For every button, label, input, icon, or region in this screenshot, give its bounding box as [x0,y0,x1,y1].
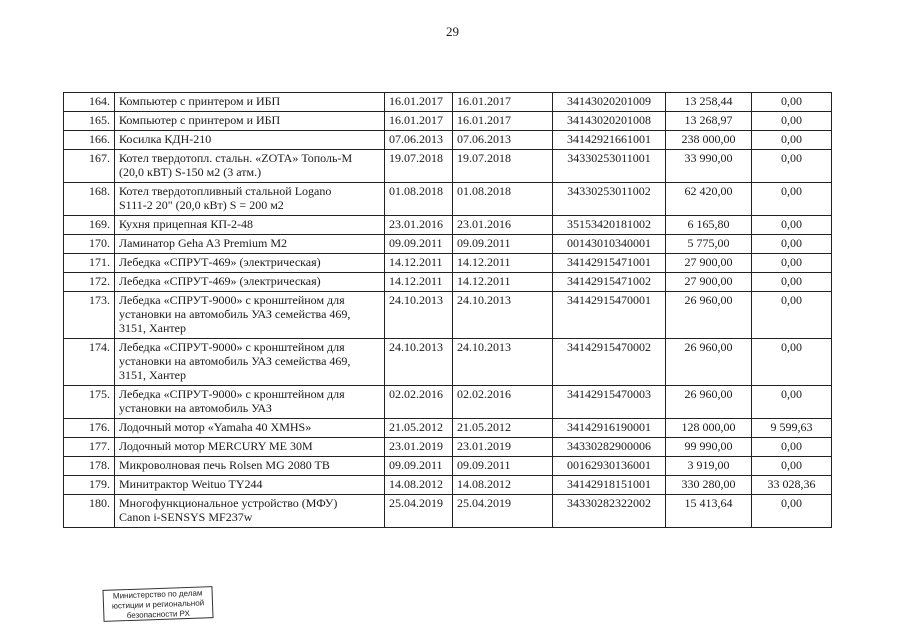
table-row [64,183,832,216]
table-row [64,254,832,273]
residual-value-cell: 0,00 [752,292,832,339]
cost-cell: 26 960,00 [666,339,752,386]
item-name-line: Лебедка «СПРУТ-469» (электрическая) [119,255,321,269]
item-name-line: 3151, Хантер [119,368,186,382]
acquisition-date-cell: 24.10.2013 [385,339,453,386]
row-number-cell: 172. [64,273,115,292]
residual-value-cell: 0,00 [752,495,832,528]
cost-cell: 128 000,00 [666,419,752,438]
registration-date-cell: 14.12.2011 [453,273,553,292]
item-name-line: Лебедка «СПРУТ-9000» с кронштейном для [119,340,345,354]
item-name-line: Косилка КДН-210 [119,132,212,146]
row-number-cell: 168. [64,183,115,216]
page-number: 29 [446,24,459,39]
item-name-line: Лодочный мотор MERCURY ME 30M [119,439,313,453]
table-row [64,438,832,457]
cost-cell: 6 165,80 [666,216,752,235]
table-row [64,216,832,235]
acquisition-date-cell: 14.08.2012 [385,476,453,495]
item-name-line: Компьютер с принтером и ИБП [119,113,281,127]
registration-date-cell: 23.01.2016 [453,216,553,235]
item-name-line: Минитрактор Weituo TY244 [119,477,263,491]
registration-date-cell: 21.05.2012 [453,419,553,438]
residual-value-cell: 0,00 [752,235,832,254]
cost-cell: 15 413,64 [666,495,752,528]
residual-value-cell: 9 599,63 [752,419,832,438]
acquisition-date-cell: 16.01.2017 [385,112,453,131]
registration-date-cell: 24.10.2013 [453,292,553,339]
item-name-line: Многофункциональное устройство (МФУ) [119,496,338,510]
row-number-cell: 179. [64,476,115,495]
inventory-number-cell: 34142921661001 [553,131,666,150]
residual-value-cell: 33 028,36 [752,476,832,495]
stamp-line: юстиции и региональной [111,598,205,611]
table-row [64,292,832,339]
item-name-line: установки на автомобиль УАЗ семейства 469, [119,354,351,368]
table-row [64,386,832,419]
item-name-cell [115,438,385,457]
acquisition-date-cell: 14.12.2011 [385,273,453,292]
item-name-line: Лебедка «СПРУТ-469» (электрическая) [119,274,321,288]
inventory-number-cell: 34142915470003 [553,386,666,419]
cost-cell: 62 420,00 [666,183,752,216]
registration-date-cell: 25.04.2019 [453,495,553,528]
item-name-cell [115,495,385,528]
item-name-line: установки на автомобиль УАЗ [119,401,272,415]
registration-date-cell: 09.09.2011 [453,457,553,476]
residual-value-cell: 0,00 [752,131,832,150]
row-number-cell: 173. [64,292,115,339]
row-number-cell: 169. [64,216,115,235]
cost-cell: 27 900,00 [666,273,752,292]
residual-value-cell: 0,00 [752,254,832,273]
inventory-number-cell: 34143020201008 [553,112,666,131]
item-name-line: Ламинатор Geha A3 Premium M2 [119,236,287,250]
residual-value-cell: 0,00 [752,457,832,476]
residual-value-cell: 0,00 [752,112,832,131]
item-name-line: (20,0 кВТ) S-150 м2 (3 атм.) [119,165,262,179]
table-row [64,476,832,495]
table-row [64,457,832,476]
item-name-cell [115,292,385,339]
inventory-number-cell: 00162930136001 [553,457,666,476]
inventory-number-cell: 00143010340001 [553,235,666,254]
item-name-cell [115,112,385,131]
acquisition-date-cell: 01.08.2018 [385,183,453,216]
registration-date-cell: 14.12.2011 [453,254,553,273]
stamp-line: Министерство по делам [112,588,203,601]
acquisition-date-cell: 23.01.2019 [385,438,453,457]
table-row [64,273,832,292]
registration-date-cell: 19.07.2018 [453,150,553,183]
row-number-cell: 171. [64,254,115,273]
registration-date-cell: 16.01.2017 [453,93,553,112]
acquisition-date-cell: 07.06.2013 [385,131,453,150]
item-name-line: Canon i-SENSYS MF237w [119,510,253,524]
item-name-line: Лебедка «СПРУТ-9000» с кронштейном для [119,387,345,401]
cost-cell: 26 960,00 [666,386,752,419]
registration-date-cell: 02.02.2016 [453,386,553,419]
registration-date-cell: 01.08.2018 [453,183,553,216]
item-name-cell [115,386,385,419]
table-row [64,131,832,150]
acquisition-date-cell: 21.05.2012 [385,419,453,438]
table-row [64,93,832,112]
cost-cell: 238 000,00 [666,131,752,150]
row-number-cell: 165. [64,112,115,131]
cost-cell: 13 258,44 [666,93,752,112]
acquisition-date-cell: 14.12.2011 [385,254,453,273]
acquisition-date-cell: 02.02.2016 [385,386,453,419]
registration-date-cell: 14.08.2012 [453,476,553,495]
inventory-table [63,92,832,528]
item-name-cell [115,150,385,183]
registration-date-cell: 09.09.2011 [453,235,553,254]
row-number-cell: 166. [64,131,115,150]
row-number-cell: 167. [64,150,115,183]
acquisition-date-cell: 19.07.2018 [385,150,453,183]
table-row [64,235,832,254]
residual-value-cell: 0,00 [752,93,832,112]
registration-date-cell: 07.06.2013 [453,131,553,150]
acquisition-date-cell: 24.10.2013 [385,292,453,339]
item-name-cell [115,273,385,292]
item-name-cell [115,419,385,438]
inventory-number-cell: 34142916190001 [553,419,666,438]
residual-value-cell: 0,00 [752,438,832,457]
registration-date-cell: 24.10.2013 [453,339,553,386]
row-number-cell: 164. [64,93,115,112]
item-name-cell [115,93,385,112]
stamp-line: безопасности РХ [126,608,191,621]
inventory-number-cell: 34330282900006 [553,438,666,457]
acquisition-date-cell: 23.01.2016 [385,216,453,235]
acquisition-date-cell: 09.09.2011 [385,235,453,254]
row-number-cell: 170. [64,235,115,254]
residual-value-cell: 0,00 [752,183,832,216]
cost-cell: 3 919,00 [666,457,752,476]
item-name-cell [115,216,385,235]
registration-date-cell: 16.01.2017 [453,112,553,131]
inventory-number-cell: 34330253011001 [553,150,666,183]
item-name-line: Котел твердотопливный стальной Logano [119,184,332,198]
table-row [64,112,832,131]
item-name-line: Микроволновая печь Rolsen MG 2080 TB [119,458,330,472]
residual-value-cell: 0,00 [752,216,832,235]
cost-cell: 26 960,00 [666,292,752,339]
item-name-line: S111-2 20" (20,0 кВт) S = 200 м2 [119,198,284,212]
inventory-number-cell: 34142915471002 [553,273,666,292]
residual-value-cell: 0,00 [752,273,832,292]
row-number-cell: 174. [64,339,115,386]
row-number-cell: 180. [64,495,115,528]
cost-cell: 330 280,00 [666,476,752,495]
inventory-number-cell: 34142915470002 [553,339,666,386]
item-name-cell [115,183,385,216]
cost-cell: 33 990,00 [666,150,752,183]
table-row [64,339,832,386]
inventory-number-cell: 35153420181002 [553,216,666,235]
inventory-number-cell: 34142918151001 [553,476,666,495]
table-row [64,495,832,528]
table-row [64,150,832,183]
row-number-cell: 176. [64,419,115,438]
cost-cell: 5 775,00 [666,235,752,254]
item-name-line: Компьютер с принтером и ИБП [119,94,281,108]
item-name-line: 3151, Хантер [119,321,186,335]
row-number-cell: 177. [64,438,115,457]
item-name-line: Лодочный мотор «Yamaha 40 XMHS» [119,420,312,434]
cost-cell: 27 900,00 [666,254,752,273]
registration-date-cell: 23.01.2019 [453,438,553,457]
inventory-number-cell: 34143020201009 [553,93,666,112]
acquisition-date-cell: 16.01.2017 [385,93,453,112]
item-name-line: Котел твердотопл. стальн. «ZOTA» Тополь-М [119,151,353,165]
item-name-line: Лебедка «СПРУТ-9000» с кронштейном для [119,293,345,307]
acquisition-date-cell: 25.04.2019 [385,495,453,528]
residual-value-cell: 0,00 [752,339,832,386]
item-name-cell [115,254,385,273]
cost-cell: 99 990,00 [666,438,752,457]
inventory-number-cell: 34330253011002 [553,183,666,216]
item-name-cell [115,235,385,254]
item-name-cell [115,457,385,476]
item-name-cell [115,339,385,386]
inventory-number-cell: 34330282322002 [553,495,666,528]
inventory-number-cell: 34142915471001 [553,254,666,273]
ministry-stamp [102,586,213,622]
residual-value-cell: 0,00 [752,150,832,183]
table-row [64,419,832,438]
item-name-line: установки на автомобиль УАЗ семейства 469, [119,307,351,321]
item-name-cell [115,131,385,150]
inventory-number-cell: 34142915470001 [553,292,666,339]
item-name-line: Кухня прицепная КП-2-48 [119,217,253,231]
residual-value-cell: 0,00 [752,386,832,419]
acquisition-date-cell: 09.09.2011 [385,457,453,476]
row-number-cell: 175. [64,386,115,419]
item-name-cell [115,476,385,495]
cost-cell: 13 268,97 [666,112,752,131]
row-number-cell: 178. [64,457,115,476]
